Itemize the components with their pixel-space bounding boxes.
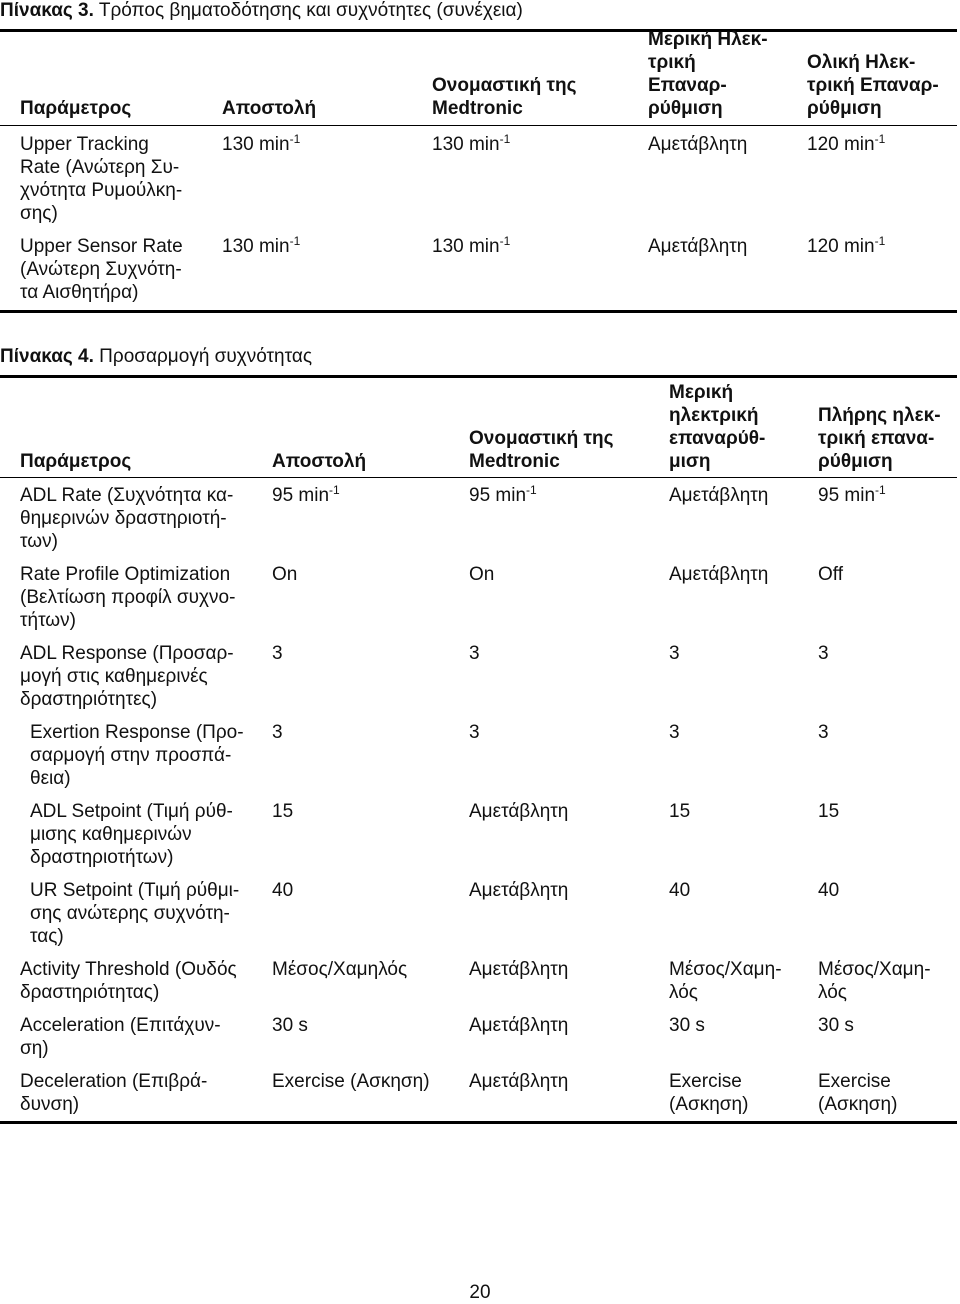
cell-partial (669, 563, 814, 586)
table4-header-partial-reset: Μερική ηλεκτρική επαναρύθ- μιση (669, 382, 766, 472)
cell-shipping (272, 1070, 462, 1093)
cell-nominal-text: 130 min (432, 236, 500, 257)
cell-partial-text: Αμετάβλητη (648, 236, 748, 257)
table3-header-rule (0, 125, 957, 126)
cell-nominal (469, 1014, 664, 1037)
cell-nominal-text: 95 min (469, 485, 527, 506)
table4-header-nominal: Ονομαστική της Medtronic (469, 428, 614, 472)
cell-partial-text: Αμετάβλητη (669, 485, 769, 506)
cell-shipping-text: On (272, 564, 298, 585)
page-number: 20 (469, 1282, 491, 1303)
cell-full-text: 3 (818, 643, 829, 664)
table4-header-shipping: Αποστολή (272, 451, 367, 472)
cell-param-text: Rate Profile Optimization (Βελτίωση προφίλ συχνο- τήτων) (20, 564, 236, 631)
table3-caption-number: Πίνακας 3. (0, 0, 94, 21)
cell-param-text: ADL Rate (Συχνότητα κα- θημερινών δραστηριοτή- των) (20, 485, 234, 552)
cell-shipping (272, 721, 462, 744)
cell-full-text: Exercise (Ασκηση) (818, 1071, 898, 1115)
cell-partial-text: 3 (669, 643, 680, 664)
cell-shipping (272, 800, 462, 823)
cell-full (818, 879, 958, 902)
table3-caption-title: Τρόπος βηματοδότησης και συχνότητες (συνέχεια) (93, 0, 523, 21)
cell-full (818, 1014, 958, 1037)
cell-nominal (432, 133, 642, 156)
cell-full-text: 120 min (807, 236, 875, 257)
table4-caption-title: Προσαρμογή συχνότητας (93, 346, 312, 367)
unit-exponent: -1 (499, 234, 511, 248)
cell-partial-text: Exercise (Ασκηση) (669, 1071, 749, 1115)
unit-exponent: -1 (875, 483, 886, 497)
cell-nominal (469, 879, 664, 902)
unit-exponent: -1 (874, 132, 886, 146)
cell-shipping (272, 563, 462, 586)
cell-nominal (432, 235, 642, 258)
cell-shipping-text: 130 min (222, 236, 290, 257)
cell-full (818, 484, 958, 507)
cell-param (20, 1014, 265, 1060)
cell-partial-text: 30 s (669, 1015, 705, 1036)
cell-partial-text: Αμετάβλητη (669, 564, 769, 585)
cell-nominal-text: Αμετάβλητη (469, 1015, 569, 1036)
cell-param (20, 133, 210, 225)
cell-nominal-text: 3 (469, 722, 480, 743)
unit-exponent: -1 (329, 483, 340, 497)
cell-partial-text: 40 (669, 880, 691, 901)
cell-partial-text: Μέσος/Χαμη- λός (669, 959, 782, 1003)
cell-full (807, 235, 957, 258)
cell-partial (648, 133, 803, 156)
cell-shipping (222, 133, 422, 156)
cell-param-text: ADL Response (Προσαρ- μογή στις καθημερινές δραστηριότητες) (20, 643, 234, 710)
cell-full (818, 642, 958, 665)
cell-param-text: Exertion Response (Προ- σαρμογή στην προσπά- θεια) (30, 722, 244, 789)
cell-nominal-text: 130 min (432, 134, 500, 155)
cell-partial (669, 721, 814, 744)
cell-nominal (469, 958, 664, 981)
cell-shipping-text: 95 min (272, 485, 330, 506)
cell-shipping-text: 130 min (222, 134, 290, 155)
cell-full-text: Μέσος/Χαμη- λός (818, 959, 931, 1003)
cell-param (20, 563, 265, 632)
cell-nominal (469, 1070, 664, 1093)
cell-param (20, 642, 265, 711)
cell-nominal (469, 563, 664, 586)
cell-shipping-text: Exercise (Ασκηση) (272, 1071, 430, 1092)
cell-partial (669, 642, 814, 665)
table3-header-parameter: Παράμετρος (20, 98, 132, 119)
cell-shipping-text: Μέσος/Χαμηλός (272, 959, 408, 980)
cell-shipping (272, 958, 462, 981)
cell-full-text: 3 (818, 722, 829, 743)
cell-nominal-text: Αμετάβλητη (469, 801, 569, 822)
cell-full (818, 1070, 958, 1116)
table4-header-rule (0, 477, 957, 478)
table3-header-partial-reset: Μερική Ηλεκ- τρική Επαναρ- ρύθμιση (648, 29, 768, 119)
table4-top-rule (0, 375, 957, 378)
cell-partial (669, 958, 814, 1004)
table3-header-nominal: Ονομαστική της Medtronic (432, 75, 577, 119)
cell-shipping-text: 15 (272, 801, 294, 822)
cell-param (30, 721, 265, 790)
cell-param-text: Deceleration (Επιβρά- δυνση) (20, 1071, 208, 1115)
cell-param (30, 800, 265, 869)
cell-nominal (469, 484, 664, 507)
unit-exponent: -1 (499, 132, 511, 146)
cell-nominal-text: Αμετάβλητη (469, 1071, 569, 1092)
cell-full-text: 30 s (818, 1015, 854, 1036)
unit-exponent: -1 (289, 234, 301, 248)
table3-header-full-reset: Ολική Ηλεκ- τρική Επαναρ- ρύθμιση (807, 52, 939, 119)
cell-nominal-text: 3 (469, 643, 480, 664)
table4-header-parameter: Παράμετρος (20, 451, 132, 472)
cell-nominal (469, 642, 664, 665)
cell-shipping (272, 1014, 462, 1037)
cell-partial (669, 484, 814, 507)
cell-nominal (469, 800, 664, 823)
cell-full (818, 800, 958, 823)
cell-param (20, 958, 265, 1004)
table4-caption-number: Πίνακας 4. (0, 346, 94, 367)
cell-shipping-text: 3 (272, 722, 283, 743)
cell-shipping (272, 879, 462, 902)
cell-param-text: UR Setpoint (Τιμή ρύθμι- σης ανώτερης συχνότη- τας) (30, 880, 240, 947)
cell-shipping (272, 642, 462, 665)
cell-partial (648, 235, 803, 258)
cell-partial-text: 15 (669, 801, 691, 822)
cell-partial (669, 879, 814, 902)
table3-bottom-rule (0, 310, 957, 313)
cell-full (818, 958, 958, 1004)
cell-partial (669, 1070, 814, 1116)
cell-param (20, 1070, 265, 1116)
cell-param-text: Activity Threshold (Ουδός δραστηριότητας) (20, 959, 237, 1003)
table4-bottom-rule (0, 1121, 957, 1124)
cell-full (807, 133, 957, 156)
cell-full-text: 15 (818, 801, 840, 822)
unit-exponent: -1 (526, 483, 537, 497)
cell-nominal-text: On (469, 564, 495, 585)
table4-header-full-reset: Πλήρης ηλεκ- τρική επανα- ρύθμιση (818, 405, 941, 472)
table3-top-rule (0, 29, 957, 32)
cell-full (818, 721, 958, 744)
cell-nominal-text: Αμετάβλητη (469, 880, 569, 901)
unit-exponent: -1 (874, 234, 886, 248)
cell-shipping (222, 235, 422, 258)
cell-partial (669, 800, 814, 823)
cell-param-text: Upper Tracking Rate (Ανώτερη Συ- χνότητα Ρυμούλκη- σης) (20, 134, 183, 224)
cell-shipping-text: 30 s (272, 1015, 308, 1036)
cell-nominal (469, 721, 664, 744)
cell-param-text: Acceleration (Επιτάχυν- ση) (20, 1015, 221, 1059)
table3-caption (0, 0, 523, 22)
table4-caption (0, 346, 312, 368)
cell-full-text: Off (818, 564, 843, 585)
cell-param (20, 235, 210, 304)
unit-exponent: -1 (289, 132, 301, 146)
cell-full-text: 95 min (818, 485, 876, 506)
cell-param-text: ADL Setpoint (Τιμή ρύθ- μισης καθημερινών δραστηριοτήτων) (30, 801, 233, 868)
cell-partial-text: 3 (669, 722, 680, 743)
cell-partial-text: Αμετάβλητη (648, 134, 748, 155)
table3-header-shipping: Αποστολή (222, 98, 317, 119)
cell-full-text: 120 min (807, 134, 875, 155)
cell-param (30, 879, 265, 948)
cell-partial (669, 1014, 814, 1037)
cell-param (20, 484, 265, 553)
cell-shipping (272, 484, 462, 507)
cell-shipping-text: 40 (272, 880, 294, 901)
cell-shipping-text: 3 (272, 643, 283, 664)
cell-param-text: Upper Sensor Rate (Ανώτερη Συχνότη- τα Αισθητήρα) (20, 236, 183, 303)
cell-full (818, 563, 958, 586)
cell-nominal-text: Αμετάβλητη (469, 959, 569, 980)
cell-full-text: 40 (818, 880, 840, 901)
